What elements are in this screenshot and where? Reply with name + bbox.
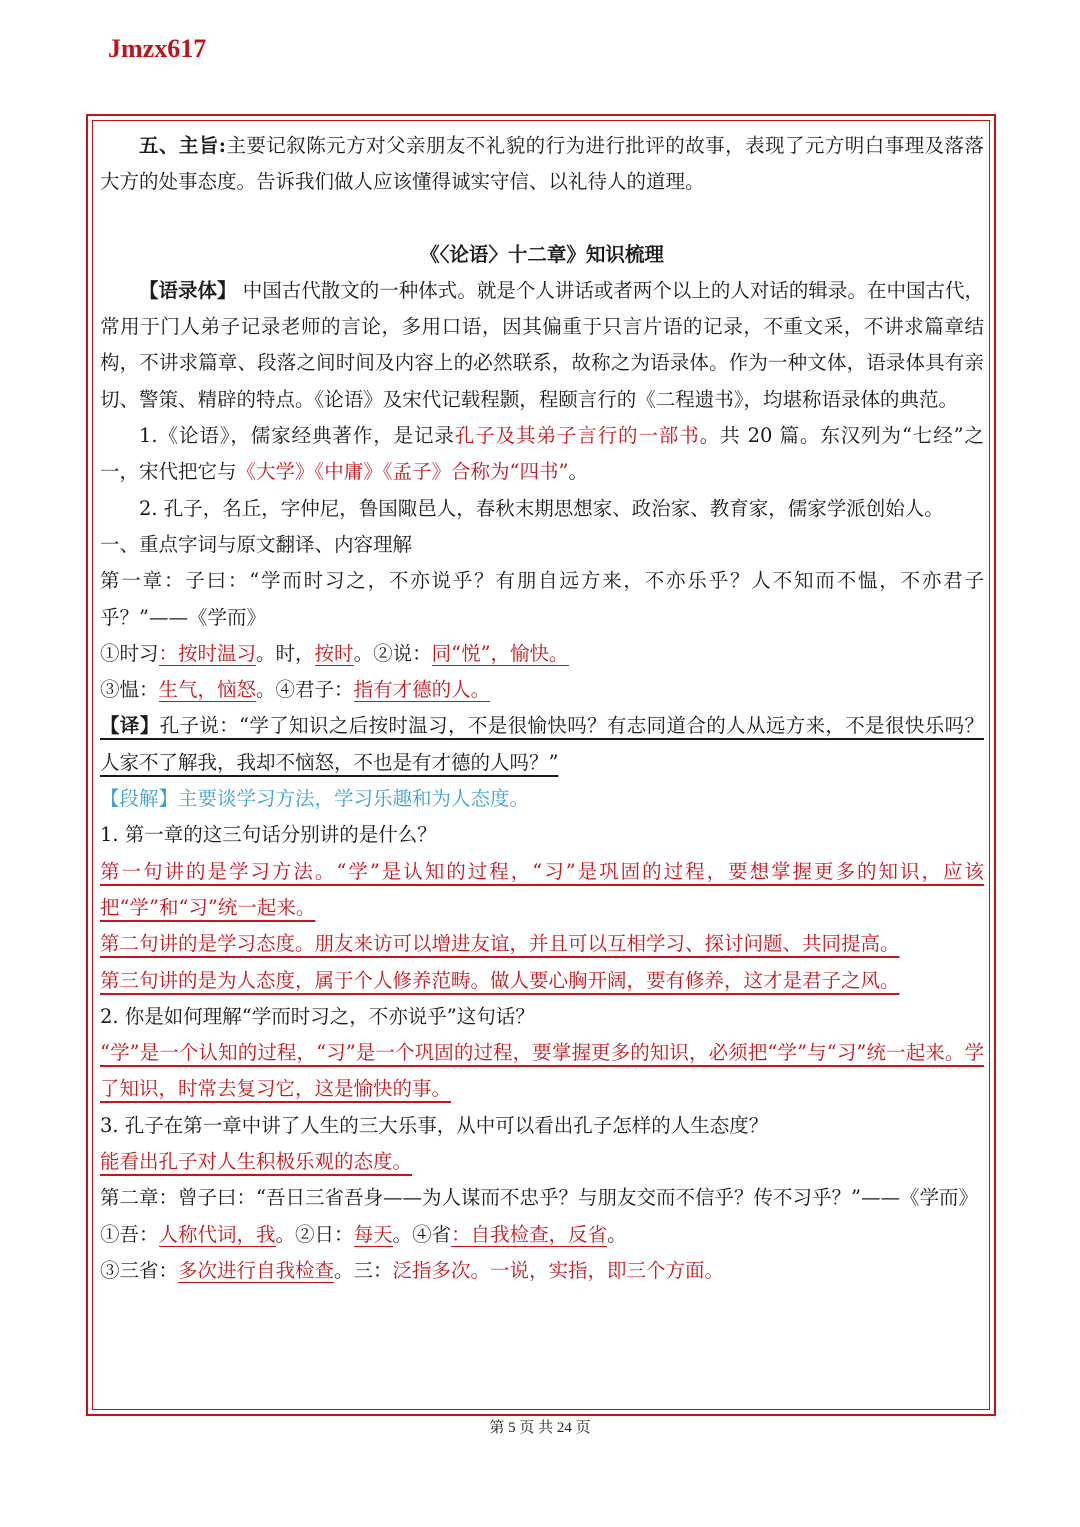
vocab-answer: 指有才德的人。 <box>353 678 491 702</box>
question-1: 1. 第一章的这三句话分别讲的是什么？ <box>100 823 437 847</box>
section-title: 《〈论语〉十二章》知识梳理 <box>420 242 664 266</box>
question-3: 3. 孔子在第一章中讲了人生的三大乐事，从中可以看出孔子怎样的人生态度？ <box>100 1113 769 1137</box>
answer-3: 能看出孔子对人生积极乐观的态度。 <box>100 1150 413 1174</box>
vocab-text: 。三： <box>334 1258 393 1282</box>
chapter-1-text: 第一章：子曰：“学而时习之，不亦说乎？有朋自远方来，不亦乐乎？人不知而不愠，不亦君子乎？”——《学而》 <box>100 569 984 629</box>
fact-1-highlight: 孔子及其弟子言行的一部书 <box>454 424 700 448</box>
chapter-1-vocab-row-2 <box>100 672 984 708</box>
summary-label: 五、主旨: <box>139 134 226 157</box>
vocab-label: ④省 <box>412 1222 452 1246</box>
vocab-text: 。 <box>275 1222 296 1246</box>
answer-2: “学”是一个认知的过程，“习”是一个巩固的过程，要掌握更多的知识，必须把“学”与“习”统一起来。学了知识，时常去复习它，这是愉快的事。 <box>100 1041 984 1101</box>
vocab-label: ④君子： <box>275 678 354 702</box>
vocab-text: 。 <box>353 641 374 665</box>
page-footer: 第 5 页 共 24 页 <box>489 1420 591 1436</box>
analysis-text: 主要谈学习方法，学习乐趣和为人态度。 <box>178 787 530 811</box>
document-body <box>100 128 984 1289</box>
vocab-label: ①吾： <box>100 1222 159 1246</box>
fact-1-highlight-2: 《大学》《中庸》《孟子》合称为“四书” <box>236 460 569 484</box>
vocab-label: ②日： <box>295 1222 354 1246</box>
fact-1-text: 1.《论语》，儒家经典著作，是记录 <box>139 424 455 448</box>
vocab-label: ①时习 <box>100 641 159 665</box>
chapter-2-text: 第二章：曾子曰：“吾日三省吾身——为人谋而不忠乎？与朋友交而不信乎？传不习乎？”——《学而》 <box>100 1186 978 1210</box>
chapter-2-vocab-row-2 <box>100 1253 984 1289</box>
vocab-answer: ：自我检查，反省 <box>451 1222 608 1246</box>
fact-2: 2. 孔子，名丘，字仲尼，鲁国陬邑人，春秋末期思想家、政治家、教育家，儒家学派创始人。 <box>139 496 944 520</box>
fact-1 <box>100 418 984 491</box>
vocab-answer: 同“悦”，愉快。 <box>431 641 569 665</box>
vocab-answer: 生气，恼怒 <box>158 678 257 702</box>
yulu-paragraph <box>100 273 984 418</box>
vocab-answer: 人称代词，我 <box>158 1222 276 1246</box>
summary-text: 主要记叙陈元方对父亲朋友不礼貌的行为进行批评的故事，表现了元方明白事理及落落大方的处事态度。告诉我们做人应该懂得诚实守信、以礼待人的道理。 <box>100 134 984 194</box>
summary-paragraph <box>100 128 984 201</box>
translation-label: 【译】 <box>100 714 160 738</box>
vocab-label: ③三省： <box>100 1258 179 1282</box>
watermark-logo: Jmzx617 <box>108 34 207 63</box>
translation-text: 孔子说：“学了知识之后按时温习，不是很愉快吗？有志同道合的人从远方来，不是很快乐吗？人家不了解我，我却不恼怒，不也是有才德的人吗？” <box>100 714 984 774</box>
vocab-answer: 按时 <box>314 641 354 665</box>
answer-1-3: 第三句讲的是为人态度，属于个人修养范畴。做人要心胸开阔，要有修养，这才是君子之风。 <box>100 968 900 992</box>
chapter-1-translation <box>100 708 984 781</box>
yulu-text: 中国古代散文的一种体式。就是个人讲话或者两个以上的人对话的辑录。在中国古代，常用于门人弟子记录老师的言论，多用口语，因其偏重于只言片语的记录，不重文采，不讲求篇章结构，不讲求篇章、段落之间时间及内容上的必然联系，故称之为语录体。作为一种文体，语录体具有亲切、警策、精辟的特点。《论语》及宋代记载程颢，程颐言行的《二程遗书》，均堪称语录体的典范。 <box>100 278 984 411</box>
vocab-answer: 泛指多次。一说，实指，即三个方面。 <box>392 1258 725 1282</box>
vocab-text: 。 <box>607 1222 627 1246</box>
chapter-2-vocab-row-1 <box>100 1217 984 1253</box>
vocab-label: ③愠： <box>100 678 159 702</box>
fact-1-text-2: 。共 20 篇。东汉列为“七经”之一，宋代把它与 <box>100 424 984 484</box>
vocab-answer: 每天 <box>353 1222 393 1246</box>
answer-1-2: 第二句讲的是学习态度。朋友来访可以增进友谊，并且可以互相学习、探讨问题、共同提高。 <box>100 932 900 956</box>
vocab-answer: ：按时温习 <box>158 641 257 665</box>
vocab-text: 。时， <box>256 641 315 665</box>
fact-1-end: 。 <box>568 460 588 484</box>
chapter-1-analysis <box>100 781 984 817</box>
question-2: 2. 你是如何理解“学而时习之，不亦说乎”这句话？ <box>100 1004 535 1028</box>
vocab-label: ②说： <box>373 641 432 665</box>
part1-heading: 一、重点字词与原文翻译、内容理解 <box>100 532 413 556</box>
analysis-label: 【段解】 <box>100 787 179 811</box>
vocab-answer: 多次进行自我检查 <box>178 1258 335 1282</box>
vocab-text: 。 <box>256 678 276 702</box>
answer-1-1: 第一句讲的是学习方法。“学”是认知的过程，“习”是巩固的过程，要想掌握更多的知识，应该把“学”和“习”统一起来。 <box>100 859 984 919</box>
chapter-1-vocab-row-1 <box>100 636 984 672</box>
vocab-text: 。 <box>392 1222 413 1246</box>
yulu-label: 【语录体】 <box>139 278 237 302</box>
